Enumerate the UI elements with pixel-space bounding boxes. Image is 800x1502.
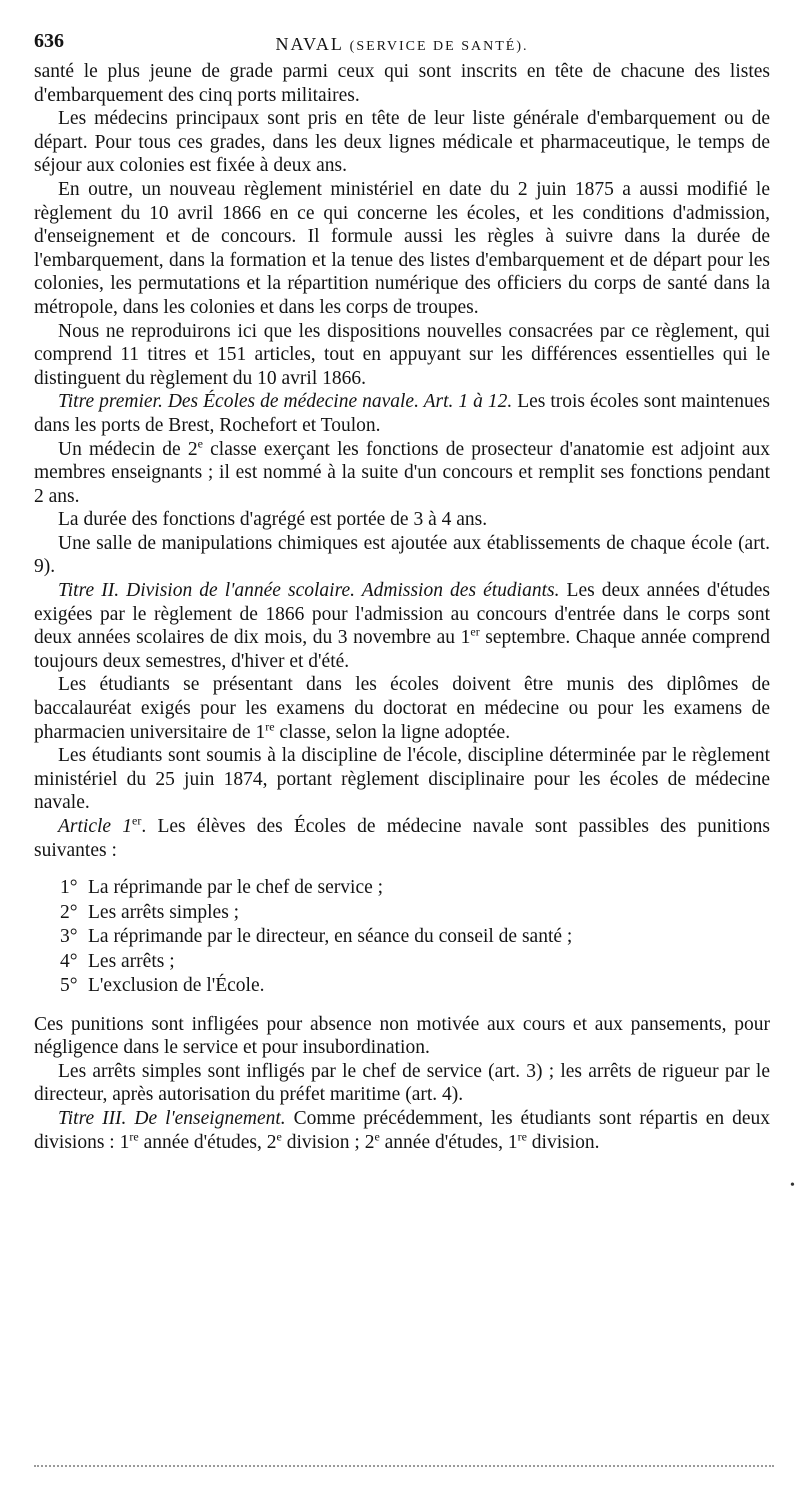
paragraph-text: division ; 2	[281, 1131, 375, 1153]
scan-speck: •	[790, 1178, 795, 1193]
list-item	[34, 950, 770, 975]
punitions-list	[34, 876, 770, 999]
section-heading: Titre II. Division de l'année scolaire. Admission des étudiants.	[58, 580, 560, 602]
article-heading: Article 1	[58, 816, 133, 837]
section-heading: Titre III. De l'enseignement.	[58, 1108, 286, 1130]
running-head-title: NAVAL	[275, 34, 344, 54]
list-item-text: Les arrêts simples ;	[88, 901, 240, 923]
paragraph: Nous ne reproduirons ici que les dispositions nouvelles consacrées par ce règlement, qui comprend 11 titres et 151 articles, tout en appuyant sur les différences essentielles qui le distinguent du règlement du 10 avril 1866.	[34, 320, 770, 389]
paragraph: En outre, un nouveau règlement ministériel en date du 2 juin 1875 a aussi modifié le règlement du 10 avril 1866 en ce qui concerne les écoles, et les conditions d'admission, d'enseignement et de concours. Il formule aussi les règles à suivre dans la durée de l'embarquement, dans la formation et la tenue des listes d'embarquement et de départ pour les colonies, les permutations et la répartition numérique des officiers du corps de santé dans la métropole, dans les colonies et dans les corps de troupes.	[34, 178, 770, 318]
paragraph-text: Un médecin de 2	[58, 438, 198, 460]
list-item	[34, 876, 770, 901]
paragraph: santé le plus jeune de grade parmi ceux qui sont inscrits en tête de chacune des listes d'embarquement des cinq ports militaires.	[34, 61, 770, 106]
paragraph	[34, 673, 770, 744]
list-number: 3°	[60, 926, 78, 948]
list-item-text: La réprimande par le chef de service ;	[88, 877, 384, 899]
list-item-text: L'exclusion de l'École.	[88, 975, 265, 997]
paragraph-text: Les étudiants se présentant dans les écoles doivent être munis des diplômes de baccalauréat exigés pour les examens du doctorat en médecine ou pour les examens de pharmacien universitaire de 1	[34, 674, 770, 743]
paragraph-text: Comme précédemment, les étudiants sont répartis en deux divisions : 1	[34, 1108, 770, 1153]
paragraph: Les médecins principaux sont pris en tête de leur liste générale d'embarquement ou de départ. Pour tous ces grades, dans les deux lignes médicale et pharmaceutique, le temps de séjour aux colonies est fixée à deux ans.	[34, 108, 770, 177]
page-number: 636	[34, 30, 64, 52]
list-item-text: Les arrêts ;	[88, 950, 175, 972]
superscript: re	[129, 1129, 139, 1144]
superscript: e	[197, 436, 203, 450]
paragraph-text: septembre. Chaque année comprend toujours deux semestres, d'hiver et d'été.	[34, 627, 770, 672]
paragraph-text: classe exerçant les fonctions de prosecteur d'anatomie est adjoint aux membres enseignants ; il est nommé à la suite d'un concours et remplit ses fonctions pendant 2 ans.	[34, 438, 770, 507]
page-header	[34, 30, 770, 60]
list-item	[34, 901, 770, 926]
paragraph-titre-iii	[34, 1107, 770, 1154]
paragraph-text: division.	[526, 1131, 600, 1153]
superscript: er	[132, 813, 142, 828]
paragraph-titre-ii	[34, 579, 770, 673]
superscript: re	[517, 1129, 527, 1144]
paragraph: Les étudiants sont soumis à la discipline de l'école, discipline déterminée par le règlement ministériel du 25 juin 1874, portant règlement disciplinaire pour les écoles de médecine navale.	[34, 745, 770, 814]
running-head	[34, 34, 770, 55]
paragraph-article-1	[34, 815, 770, 862]
paragraph-text: année d'études, 2	[138, 1131, 277, 1153]
list-number: 5°	[60, 975, 78, 997]
list-item-text: La réprimande par le directeur, en séance du conseil de santé ;	[88, 926, 573, 948]
superscript: er	[470, 624, 480, 639]
paragraph-text: Les deux années d'études exigées par le règlement de 1866 pour l'admission au concours d'entrée dans le corps sont deux années scolaires de dix mois, du 3 novembre au 1	[34, 580, 770, 649]
superscript: e	[374, 1129, 380, 1144]
list-item	[34, 925, 770, 950]
paragraph: Ces punitions sont infligées pour absence non motivée aux cours et aux pansements, pour négligence dans le service et pour insubordination.	[34, 1013, 770, 1059]
document-page	[34, 30, 770, 1154]
list-number: 1°	[60, 877, 78, 899]
superscript: re	[265, 719, 275, 734]
bottom-dotted-rule	[34, 1465, 774, 1467]
paragraph-text: . Les élèves des Écoles de médecine navale sont passibles des punitions suivantes :	[34, 816, 770, 861]
paragraph: Une salle de manipulations chimiques est ajoutée aux établissements de chaque école (art. 9).	[34, 532, 770, 578]
paragraph-titre-premier	[34, 390, 770, 437]
list-number: 2°	[60, 901, 78, 923]
paragraph	[34, 438, 770, 509]
paragraph: La durée des fonctions d'agrégé est portée de 3 à 4 ans.	[58, 509, 488, 531]
running-head-subtitle: (SERVICE DE SANTÉ).	[349, 39, 529, 54]
paragraph-text: Les trois écoles sont maintenues dans les ports de Brest, Rochefort et Toulon.	[34, 391, 770, 436]
superscript: e	[276, 1129, 282, 1144]
paragraph: Les arrêts simples sont infligés par le chef de service (art. 3) ; les arrêts de rigueur par le directeur, après autorisation du préfet maritime (art. 4).	[34, 1060, 770, 1106]
paragraph-text: classe, selon la ligne adoptée.	[274, 721, 511, 743]
list-number: 4°	[60, 950, 78, 972]
paragraph-text: année d'études, 1	[379, 1131, 518, 1153]
list-item	[34, 974, 770, 999]
section-heading: Titre premier. Des Écoles de médecine navale. Art. 1 à 12.	[58, 391, 513, 413]
